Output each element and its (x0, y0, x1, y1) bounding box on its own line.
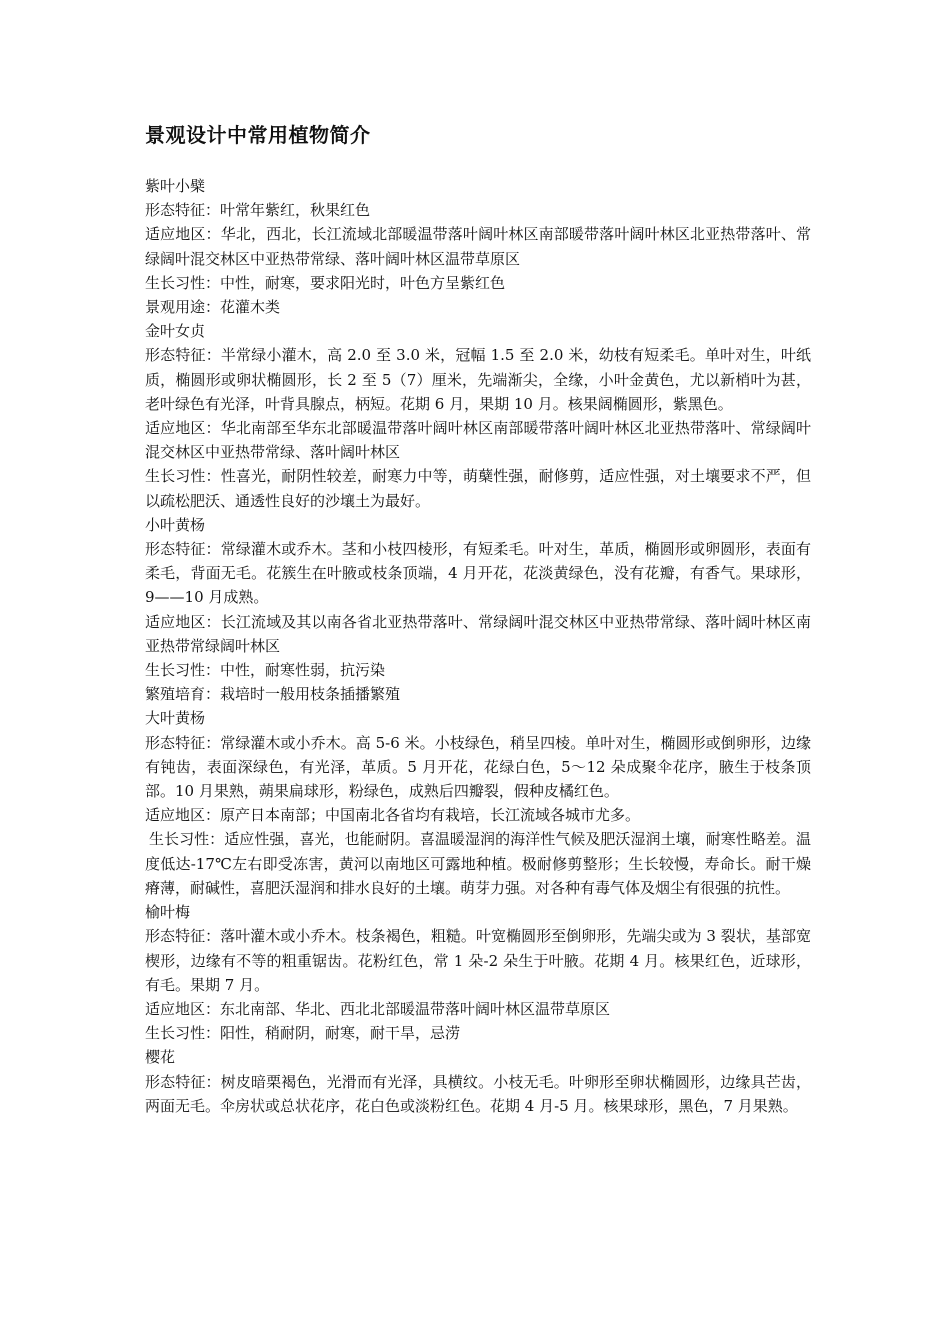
plant-paragraph: 形态特征：常绿灌木或乔木。茎和小枝四棱形，有短柔毛。叶对生，革质，椭圆形或卵圆形，表面有柔毛，背面无毛。花簇生在叶腋或枝条顶端，4 月开花，花淡黄绿色，没有花瓣，有香气。果球形，9——10 月成熟。 (145, 540, 811, 607)
plant-paragraph: 生长习性：阳性，稍耐阴，耐寒，耐干旱，忌涝 (145, 1024, 461, 1043)
plant-name: 大叶黄杨 (145, 709, 206, 728)
plant-paragraph: 形态特征：半常绿小灌木，高 2.0 至 3.0 米，冠幅 1.5 至 2.0 米，幼枝有短柔毛。单叶对生，叶纸质，椭圆形或卵状椭圆形，长 2 至 5（7）厘米，先端渐尖，全缘，小叶金黄色，尤以新梢叶为甚，老叶绿色有光泽，叶背具腺点，柄短。花期 6 月，果期 10 月。核果阔椭圆形，紫黑色。 (145, 346, 811, 413)
plant-section-jin-ye-nv-zhen (145, 319, 811, 513)
plant-section-da-ye-huang-yang (145, 706, 811, 900)
plant-paragraph: 景观用途：花灌木类 (145, 298, 281, 317)
plant-paragraph: 繁殖培育：栽培时一般用枝条插播繁殖 (145, 685, 401, 704)
plant-paragraph: 生长习性：中性，耐寒性弱，抗污染 (145, 661, 386, 680)
plant-paragraph: 形态特征：树皮暗栗褐色，光滑而有光泽，具横纹。小枝无毛。叶卵形至卵状椭圆形，边缘具芒齿，两面无毛。伞房状或总状花序，花白色或淡粉红色。花期 4 月-5 月。核果球形，黑色，7 月果熟。 (145, 1072, 811, 1115)
plant-paragraph: 生长习性：适应性强，喜光，也能耐阴。喜温暖湿润的海洋性气候及肥沃湿润土壤，耐寒性略差。温度低达-17℃左右即受冻害，黄河以南地区可露地种植。极耐修剪整形；生长较慢，寿命长。耐干燥瘠薄，耐碱性，喜肥沃湿润和排水良好的土壤。萌芽力强。对各种有毒气体及烟尘有很强的抗性。 (145, 830, 811, 897)
plant-paragraph: 适应地区：东北南部、华北、西北北部暖温带落叶阔叶林区温带草原区 (145, 999, 611, 1018)
plant-section-zi-ye-xiao-bo (145, 174, 811, 319)
plant-paragraph: 适应地区：华北南部至华东北部暖温带落叶阔叶林区南部暖带落叶阔叶林区北亚热带落叶、常绿阔叶混交林区中亚热带常绿、落叶阔叶林区 (145, 419, 811, 462)
plant-name: 樱花 (145, 1048, 176, 1067)
plant-name: 小叶黄杨 (145, 515, 206, 534)
plant-section-ying-hua (145, 1045, 811, 1118)
plant-paragraph: 适应地区：长江流域及其以南各省北亚热带落叶、常绿阔叶混交林区中亚热带常绿、落叶阔叶林区南亚热带常绿阔叶林区 (145, 612, 811, 655)
document-page (145, 120, 811, 1118)
plant-paragraph: 形态特征：叶常年紫红，秋果红色 (145, 201, 371, 220)
plant-paragraph: 生长习性：性喜光，耐阴性较差，耐寒力中等，萌蘖性强，耐修剪，适应性强，对土壤要求不严，但以疏松肥沃、通透性良好的沙壤土为最好。 (145, 467, 811, 510)
plant-name: 紫叶小檗 (145, 177, 206, 195)
plant-paragraph: 适应地区：华北，西北，长江流域北部暖温带落叶阔叶林区南部暖带落叶阔叶林区北亚热带落叶、常绿阔叶混交林区中亚热带常绿、落叶阔叶林区温带草原区 (145, 225, 811, 268)
plant-paragraph: 生长习性：中性，耐寒，要求阳光时，叶色方呈紫红色 (145, 273, 506, 292)
plant-section-xiao-ye-huang-yang (145, 513, 811, 707)
plant-paragraph: 适应地区：原产日本南部；中国南北各省均有栽培，长江流域各城市尤多。 (145, 806, 641, 825)
page-title: 景观设计中常用植物简介 (145, 123, 371, 147)
plant-paragraph: 形态特征：常绿灌木或小乔木。高 5-6 米。小枝绿色，稍呈四棱。单叶对生，椭圆形或倒卵形，边缘有钝齿，表面深绿色，有光泽，革质。5 月开花，花绿白色，5～12 朵成聚伞花序，腋生于枝条顶部。10 月果熟，蒴果扁球形，粉绿色，成熟后四瓣裂，假种皮橘红色。 (145, 733, 811, 801)
plant-name: 金叶女贞 (145, 322, 206, 341)
plant-name: 榆叶梅 (145, 903, 191, 922)
plant-section-yu-ye-mei (145, 900, 811, 1045)
plant-paragraph: 形态特征：落叶灌木或小乔木。枝条褐色，粗糙。叶宽椭圆形至倒卵形，先端尖或为 3 裂状，基部宽楔形，边缘有不等的粗重锯齿。花粉红色，常 1 朵-2 朵生于叶腋。花期 4 月。核果红色，近球形，有毛。果期 7 月。 (145, 927, 811, 994)
